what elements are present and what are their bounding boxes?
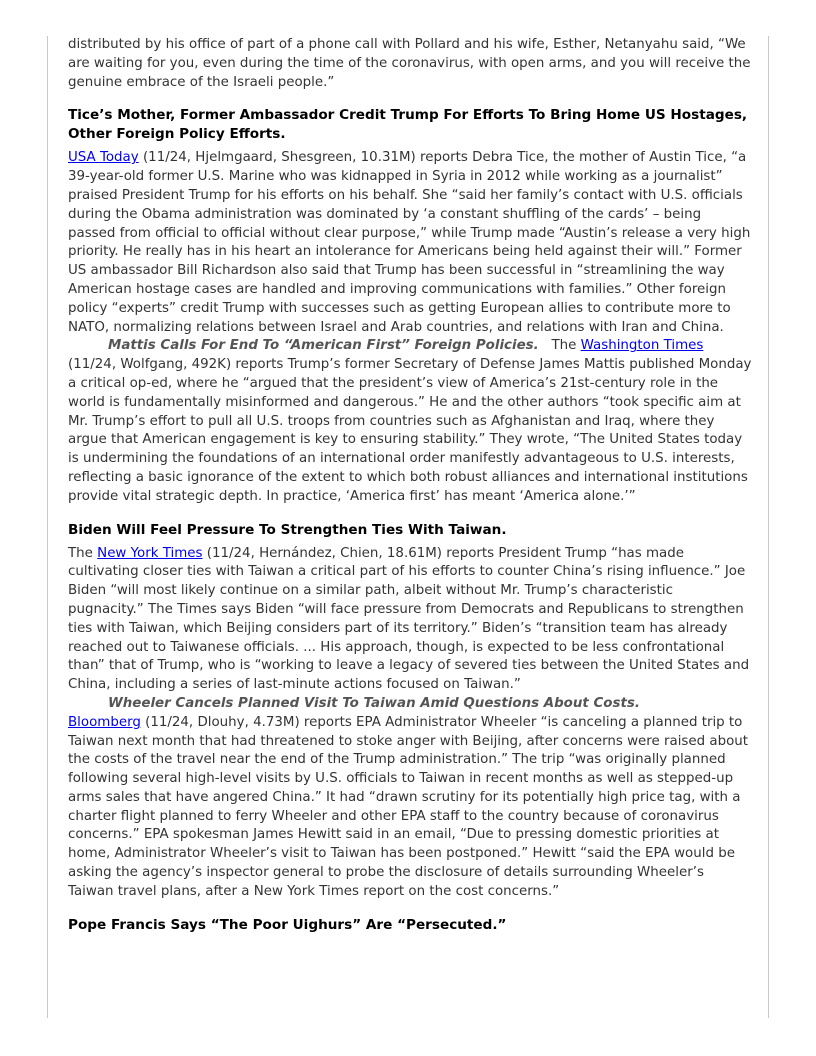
sub-story-heading-line (68, 695, 752, 714)
article-continuation: distributed by his office of part of a phone call with Pollard and his wife, Esther, Netanyahu said, “We are waiting for you, even during the time of the coronavirus, with open arms, and you will receive the genuine embrace of the Israeli people.” (68, 37, 751, 90)
story-lead: The (68, 545, 98, 561)
source-link-bloomberg[interactable]: Bloomberg (68, 714, 141, 730)
story-headline: Biden Will Feel Pressure To Strengthen Ties With Taiwan. (68, 521, 507, 538)
sub-story-body (68, 337, 752, 506)
source-link-new-york-times[interactable]: New York Times (97, 545, 203, 561)
source-link-usa-today[interactable]: USA Today (68, 150, 139, 166)
story-biden-taiwan (68, 521, 752, 902)
story-tice (68, 106, 752, 506)
source-link-washington-times[interactable]: Washington Times (580, 338, 704, 354)
sub-story-text: (11/24, Wolfgang, 492K) reports Trump’s former Secretary of Defense James Mattis published Monday a critical op-ed, where he “argued that the president’s view of America’s 21st-century role in the world is fundamentally misinformed and dangerous.” He and the other authors “took specific aim at Mr. Trump’s effort to pull all U.S. troops from countries such as Afghanistan and Iraq, where they argue that American engagement is key to ensuring stability.” They wrote, “The United States today is undermining the foundations of an international order manifestly advantageous to U.S. interests, reflecting a basic ignorance of the extent to which both robust alliances and international institutions provide vital strategic depth. In practice, ‘America first’ has meant ‘America alone.’” (68, 357, 752, 504)
story-body (68, 545, 752, 695)
story-text: (11/24, Hjelmgaard, Shesgreen, 10.31M) reports Debra Tice, the mother of Austin Tice, “a 39-year-old former U.S. Marine who was kidnapped in Syria in 2012 while working as a journalist” praised President Trump for his efforts on his behalf. She “said her family’s contact with U.S. officials during the Obama administration was dominated by ‘a constant shuffling of the cards’ – being passed from official to official without clear purpose,” while Trump made “Austin’s release a very high priority. He really has in his heart an intolerance for Americans being held against their will.” Former US ambassador Bill Richardson also said that Trump has been successful in “streamlining the way American hostage cases are handled and improving communications with families.” Other foreign policy “experts” credit Trump with successes such as getting European allies to contribute more to NATO, normalizing relations between Israel and Arab countries, and relations with Iran and China. (68, 150, 751, 335)
sub-story-headline: Mattis Calls For End To “American First” Foreign Policies. (108, 338, 539, 354)
sub-story-body (68, 714, 752, 902)
sub-story-headline: Wheeler Cancels Planned Visit To Taiwan Amid Questions About Costs. (108, 695, 640, 711)
story-headline: Pope Francis Says “The Poor Uighurs” Are “Persecuted.” (68, 916, 507, 933)
sub-story-lead: The (538, 338, 581, 354)
story-text: (11/24, Hernández, Chien, 18.61M) reports President Trump “has made cultivating closer ties with Taiwan a critical part of his efforts to counter China’s rising influence.” Joe Biden “will most likely continue on a similar path, albeit without Mr. Trump’s characteristic pugnacity.” The Times says Biden “will face pressure from Democrats and Republicans to strengthen ties with Taiwan, which Beijing considers part of its territory.” Biden’s “transition team has already reached out to Taiwanese officials. ... His approach, though, is expected to be less confrontational than” that of Trump, who is “working to leave a legacy of severed ties between the United States and China, including a series of last-minute actions focused on Taiwan.” (68, 545, 750, 693)
newsletter-content (68, 36, 752, 949)
story-pope-uighurs (68, 916, 752, 935)
sub-story-text: (11/24, Dlouhy, 4.73M) reports EPA Administrator Wheeler “is canceling a planned trip to Taiwan next month that had threatened to stoke anger with Beijing, after concerns were raised about the costs of the travel near the end of the Trump administration.” The trip “was originally planned following several high-level visits by U.S. officials to Taiwan in recent months as well as stepped-up arms sales that have angered China.” It had “drawn scrutiny for its potentially high price tag, with a charter flight planned to ferry Wheeler and other EPA staff to the country because of coronavirus concerns.” EPA spokesman James Hewitt said in an email, “Due to pressing domestic priorities at home, Administrator Wheeler’s visit to Taiwan has been postponed.” Hewitt “said the EPA would be asking the agency’s inspector general to probe the disclosure of details surrounding Wheeler’s Taiwan travel plans, after a New York Times report on the cost concerns.” (68, 714, 749, 899)
story-headline: Tice’s Mother, Former Ambassador Credit Trump For Efforts To Bring Home US Hostages, Other Foreign Policy Efforts. (68, 107, 748, 143)
story-body (68, 149, 752, 337)
